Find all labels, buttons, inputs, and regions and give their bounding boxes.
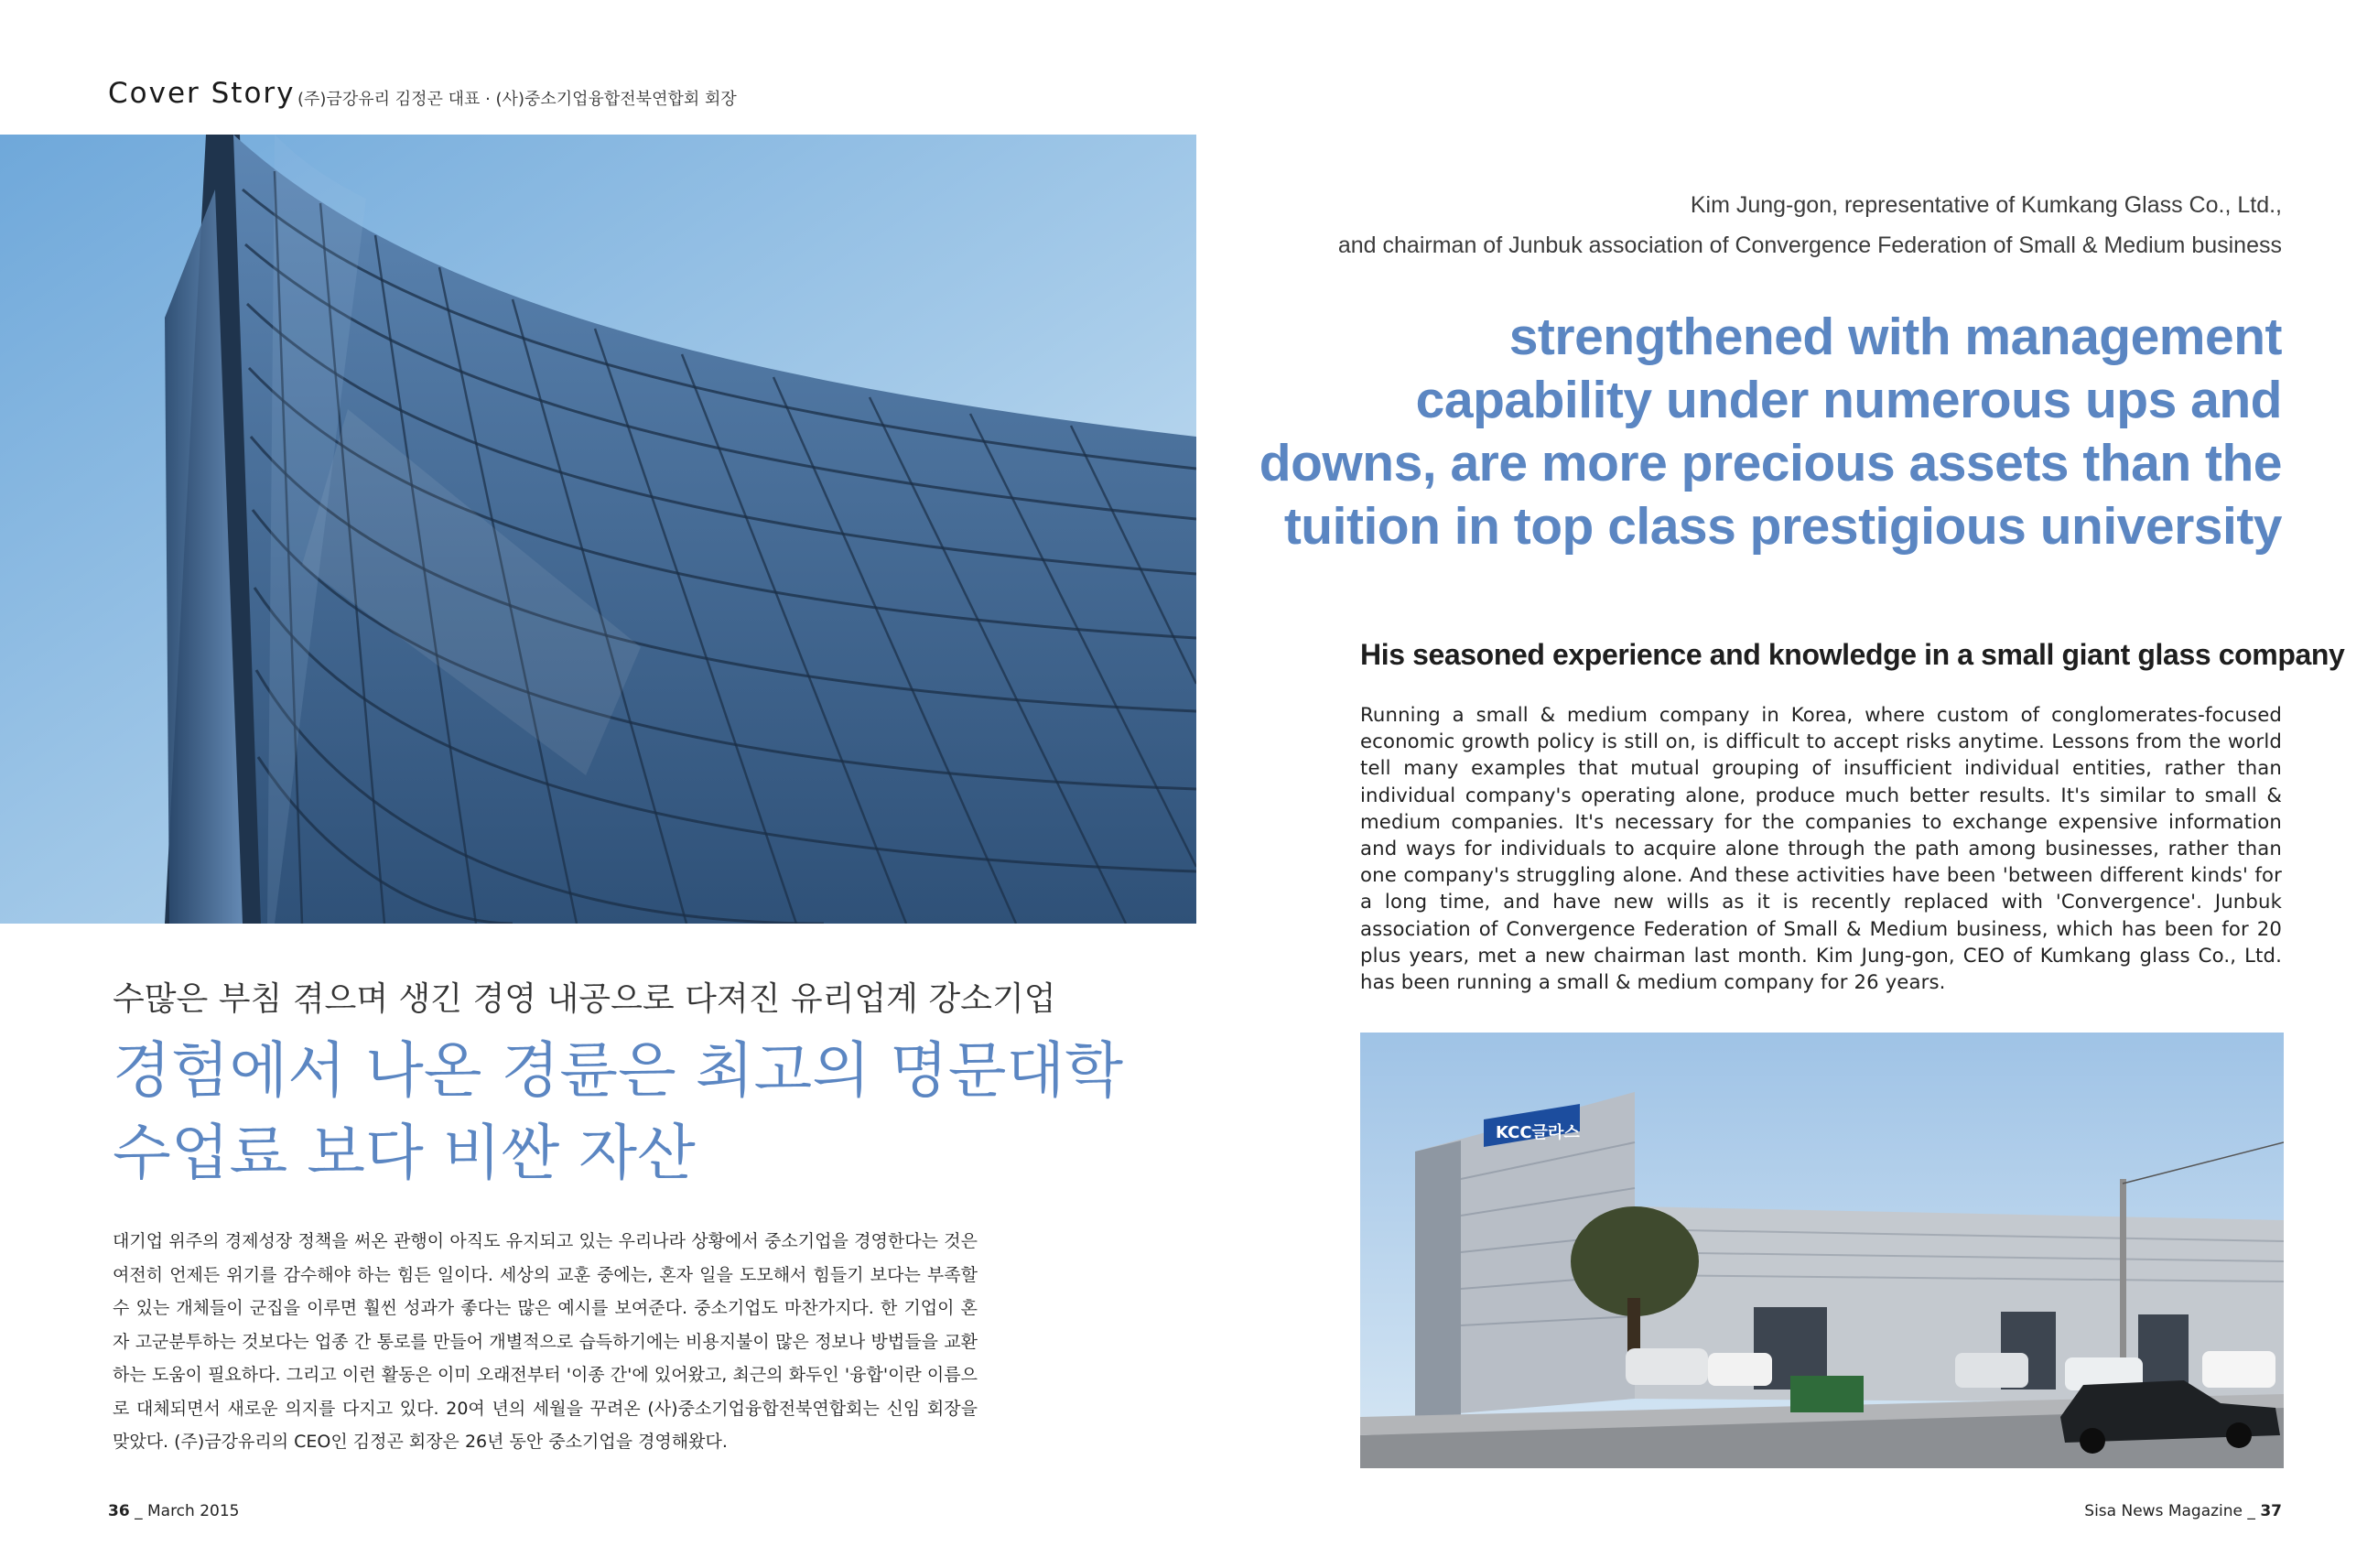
factory-photo [1360, 1033, 2284, 1468]
korean-title-line-1: 경험에서 나온 경륜은 최고의 명문대학 [113, 1035, 1124, 1106]
right-page-number: 37 [2260, 1502, 2282, 1520]
glass-tower-photo [0, 135, 1196, 924]
byline [1338, 185, 2282, 265]
left-issue-date: _ March 2015 [135, 1502, 240, 1520]
english-body-text: Running a small & medium company in Korea, where custom of conglomerates-focused economic growth policy is still on, is difficult to accept risks anytime. Lessons from the world tell many examples that mutual grouping of insufficient individual entities, rather than individual company's operating alone, produce much better results. It's similar to small & medium companies. It's necessary for the companies to exchange expensive information and ways for individuals to acquire alone through the path among businesses, rather than one company's struggling alone. And these activities have been 'between different kinds' for a long time, and have new wills as it is recently replaced with 'Convergence'. Junbuk association of Convergence Federation of Small & Medium business, which has been for 20 plus years, met a new chairman last month. Kim Jung-gon, CEO of Kumkang glass Co., Ltd. has been running a small & medium company for 26 years. [1360, 703, 2282, 994]
korean-subtitle: 수많은 부침 겪으며 생긴 경영 내공으로 다져진 유리업계 강소기업 [113, 980, 1056, 1018]
left-page-number: 36 [108, 1502, 130, 1520]
section-subtitle: (주)금강유리 김정곤 대표 · (사)중소기업융합전북연합회 회장 [297, 90, 737, 109]
headline-line-3: downs, are more precious assets than the [1259, 434, 2282, 492]
korean-body-text: 대기업 위주의 경제성장 정책을 써온 관행이 아직도 유지되고 있는 우리나라 상황에서 중소기업을 경영한다는 것은 여전히 언제든 위기를 감수해야 하는 힘든 일이다. 세상의 교훈 중에는, 혼자 일을 도모해서 힘들기 보다는 부족할 수 있는 개체들이 군집을 이루면 훨씬 성과가 좋다는 많은 예시를 보여준다. 중소기업도 마찬가지다. 한 기업이 혼자 고군분투하는 것보다는 업종 간 통로를 만들어 개별적으로 습득하기에는 비용지불이 많은 정보나 방법들을 교환하는 도움이 필요하다. 그리고 이런 활동은 이미 오래전부터 '이종 간'에 있어왔고, 최근의 화두인 '융합'이란 이름으로 대체되면서 새로운 의지를 다지고 있다. 20여 년의 세월을 꾸려온 (사)중소기업융합전북연합회는 신임 회장을 맞았다. (주)금강유리의 CEO인 김정곤 회장은 26년 동안 중소기업을 경영해왔다. [113, 1231, 978, 1452]
korean-title-line-2: 수업료 보다 비싼 자산 [113, 1118, 696, 1188]
korean-title [113, 1030, 1123, 1195]
right-page-folio [2084, 1502, 2282, 1520]
headline-line-4: tuition in top class prestigious university [1283, 497, 2282, 556]
byline-line-2: and chairman of Junbuk association of Convergence Federation of Small & Medium business [1337, 232, 2282, 258]
headline-line-2: capability under numerous ups and [1415, 371, 2282, 429]
english-subheading: His seasoned experience and knowledge in a small giant glass company [1360, 638, 2345, 671]
magazine-name: Sisa News Magazine _ [2084, 1502, 2255, 1520]
left-page-folio [108, 1502, 239, 1520]
byline-line-1: Kim Jung-gon, representative of Kumkang Glass Co., Ltd., [1690, 192, 2282, 218]
english-headline [1259, 306, 2282, 558]
kcc-sign-text: KCC글라스 [1496, 1123, 1580, 1142]
section-label: Cover Story [108, 77, 296, 110]
headline-line-1: strengthened with management [1508, 308, 2282, 366]
